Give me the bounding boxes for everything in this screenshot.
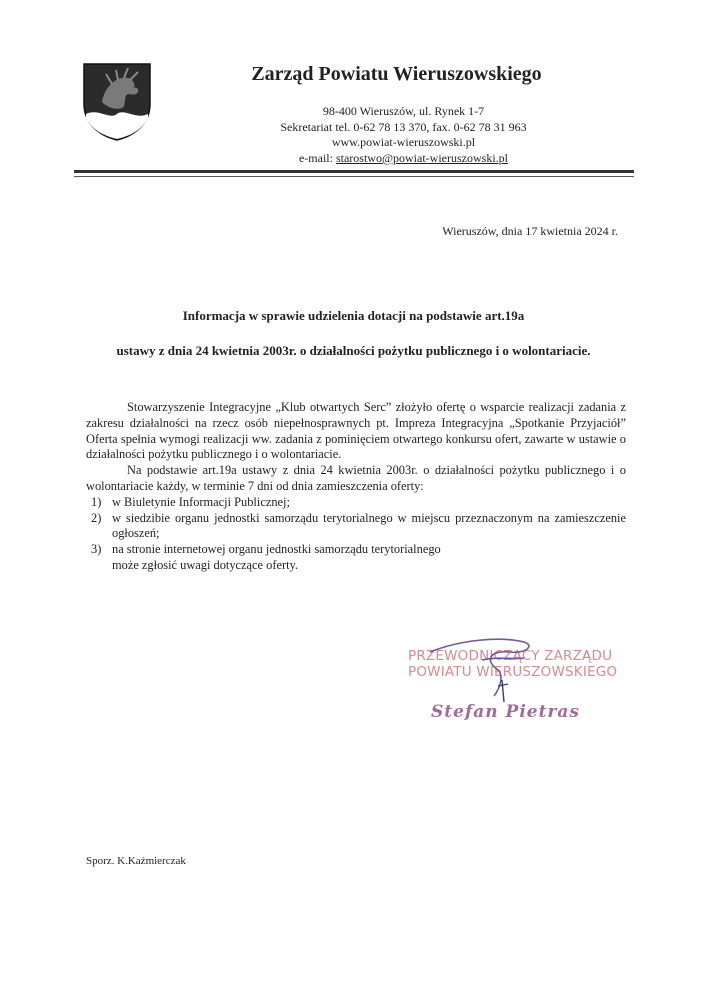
closing-line: może zgłosić uwagi dotyczące oferty. — [112, 557, 299, 572]
header-divider-thick — [74, 170, 634, 173]
phone-line: Sekretariat tel. 0-62 78 13 370, fax. 0-62 78 31 963 — [280, 119, 527, 134]
list-number: 2) — [91, 510, 102, 525]
organization-name: Zarząd Powiatu Wieruszowskiego — [251, 63, 542, 85]
document-body — [86, 400, 626, 574]
list-text: w Biuletynie Informacji Publicznej; — [112, 494, 290, 509]
list-item — [86, 495, 626, 511]
email-line — [100, 151, 707, 167]
list-text: w siedzibie organu jednostki samorządu terytorialnego w miejscu przeznaczonym na zamieszczenie ogłoszeń; — [112, 510, 626, 541]
stamp-line2: POWIATU WIERUSZOWSKIEGO — [408, 664, 618, 680]
stamp-line1: PRZEWODNICZĄCY ZARZĄDU — [408, 648, 613, 664]
contact-block — [0, 104, 707, 166]
list-text: na stronie internetowej organu jednostki samorządu terytorialnego — [112, 542, 441, 557]
email-label: e-mail: — [298, 150, 336, 165]
address-line: 98-400 Wieruszów, ul. Rynek 1-7 — [322, 104, 485, 118]
list-number: 1) — [91, 494, 102, 509]
document-title-line2: ustawy z dnia 24 kwietnia 2003r. o działalności pożytku publicznego i o wolontariacie. — [116, 343, 591, 358]
list-item — [86, 511, 626, 543]
prepared-by: Sporz. K.Kaźmierczak — [86, 855, 186, 867]
document-title-line1: Informacja w sprawie udzielenia dotacji na podstawie art.19a — [182, 308, 525, 323]
handwritten-signature-icon — [420, 630, 580, 710]
list-item — [86, 542, 626, 558]
stamp-signatory-name: Stefan Pietras — [431, 702, 581, 722]
header-divider-thin — [74, 176, 634, 177]
list-number: 3) — [91, 542, 102, 557]
paragraph-2: Na podstawie art.19a ustawy z dnia 24 kwietnia 2003r. o działalności pożytku publicznego i o wolontariacie każdy, w terminie 7 dni od dnia zamieszczenia oferty: — [86, 463, 626, 493]
paragraph-1: Stowarzyszenie Integracyjne „Klub otwartych Serc” złożyło ofertę o wsparcie realizacji zadania z zakresu działalności na rzecz osób niepełnosprawnych pt. Impreza Integracyjna „Spotkanie Przyjaciół” Oferta spełnia wymogi realizacji ww. zadania z pominięciem otwartego konkursu ofert, zawarte w ustawie o działalności pożytku publicznego i o wolontariacie. — [86, 400, 626, 462]
email-link[interactable]: starostwo@powiat-wieruszowski.pl — [335, 150, 508, 165]
website-link[interactable]: www.powiat-wieruszowski.pl — [331, 135, 476, 150]
publication-list — [86, 495, 626, 558]
date-line: Wieruszów, dnia 17 kwietnia 2024 r. — [442, 224, 618, 238]
